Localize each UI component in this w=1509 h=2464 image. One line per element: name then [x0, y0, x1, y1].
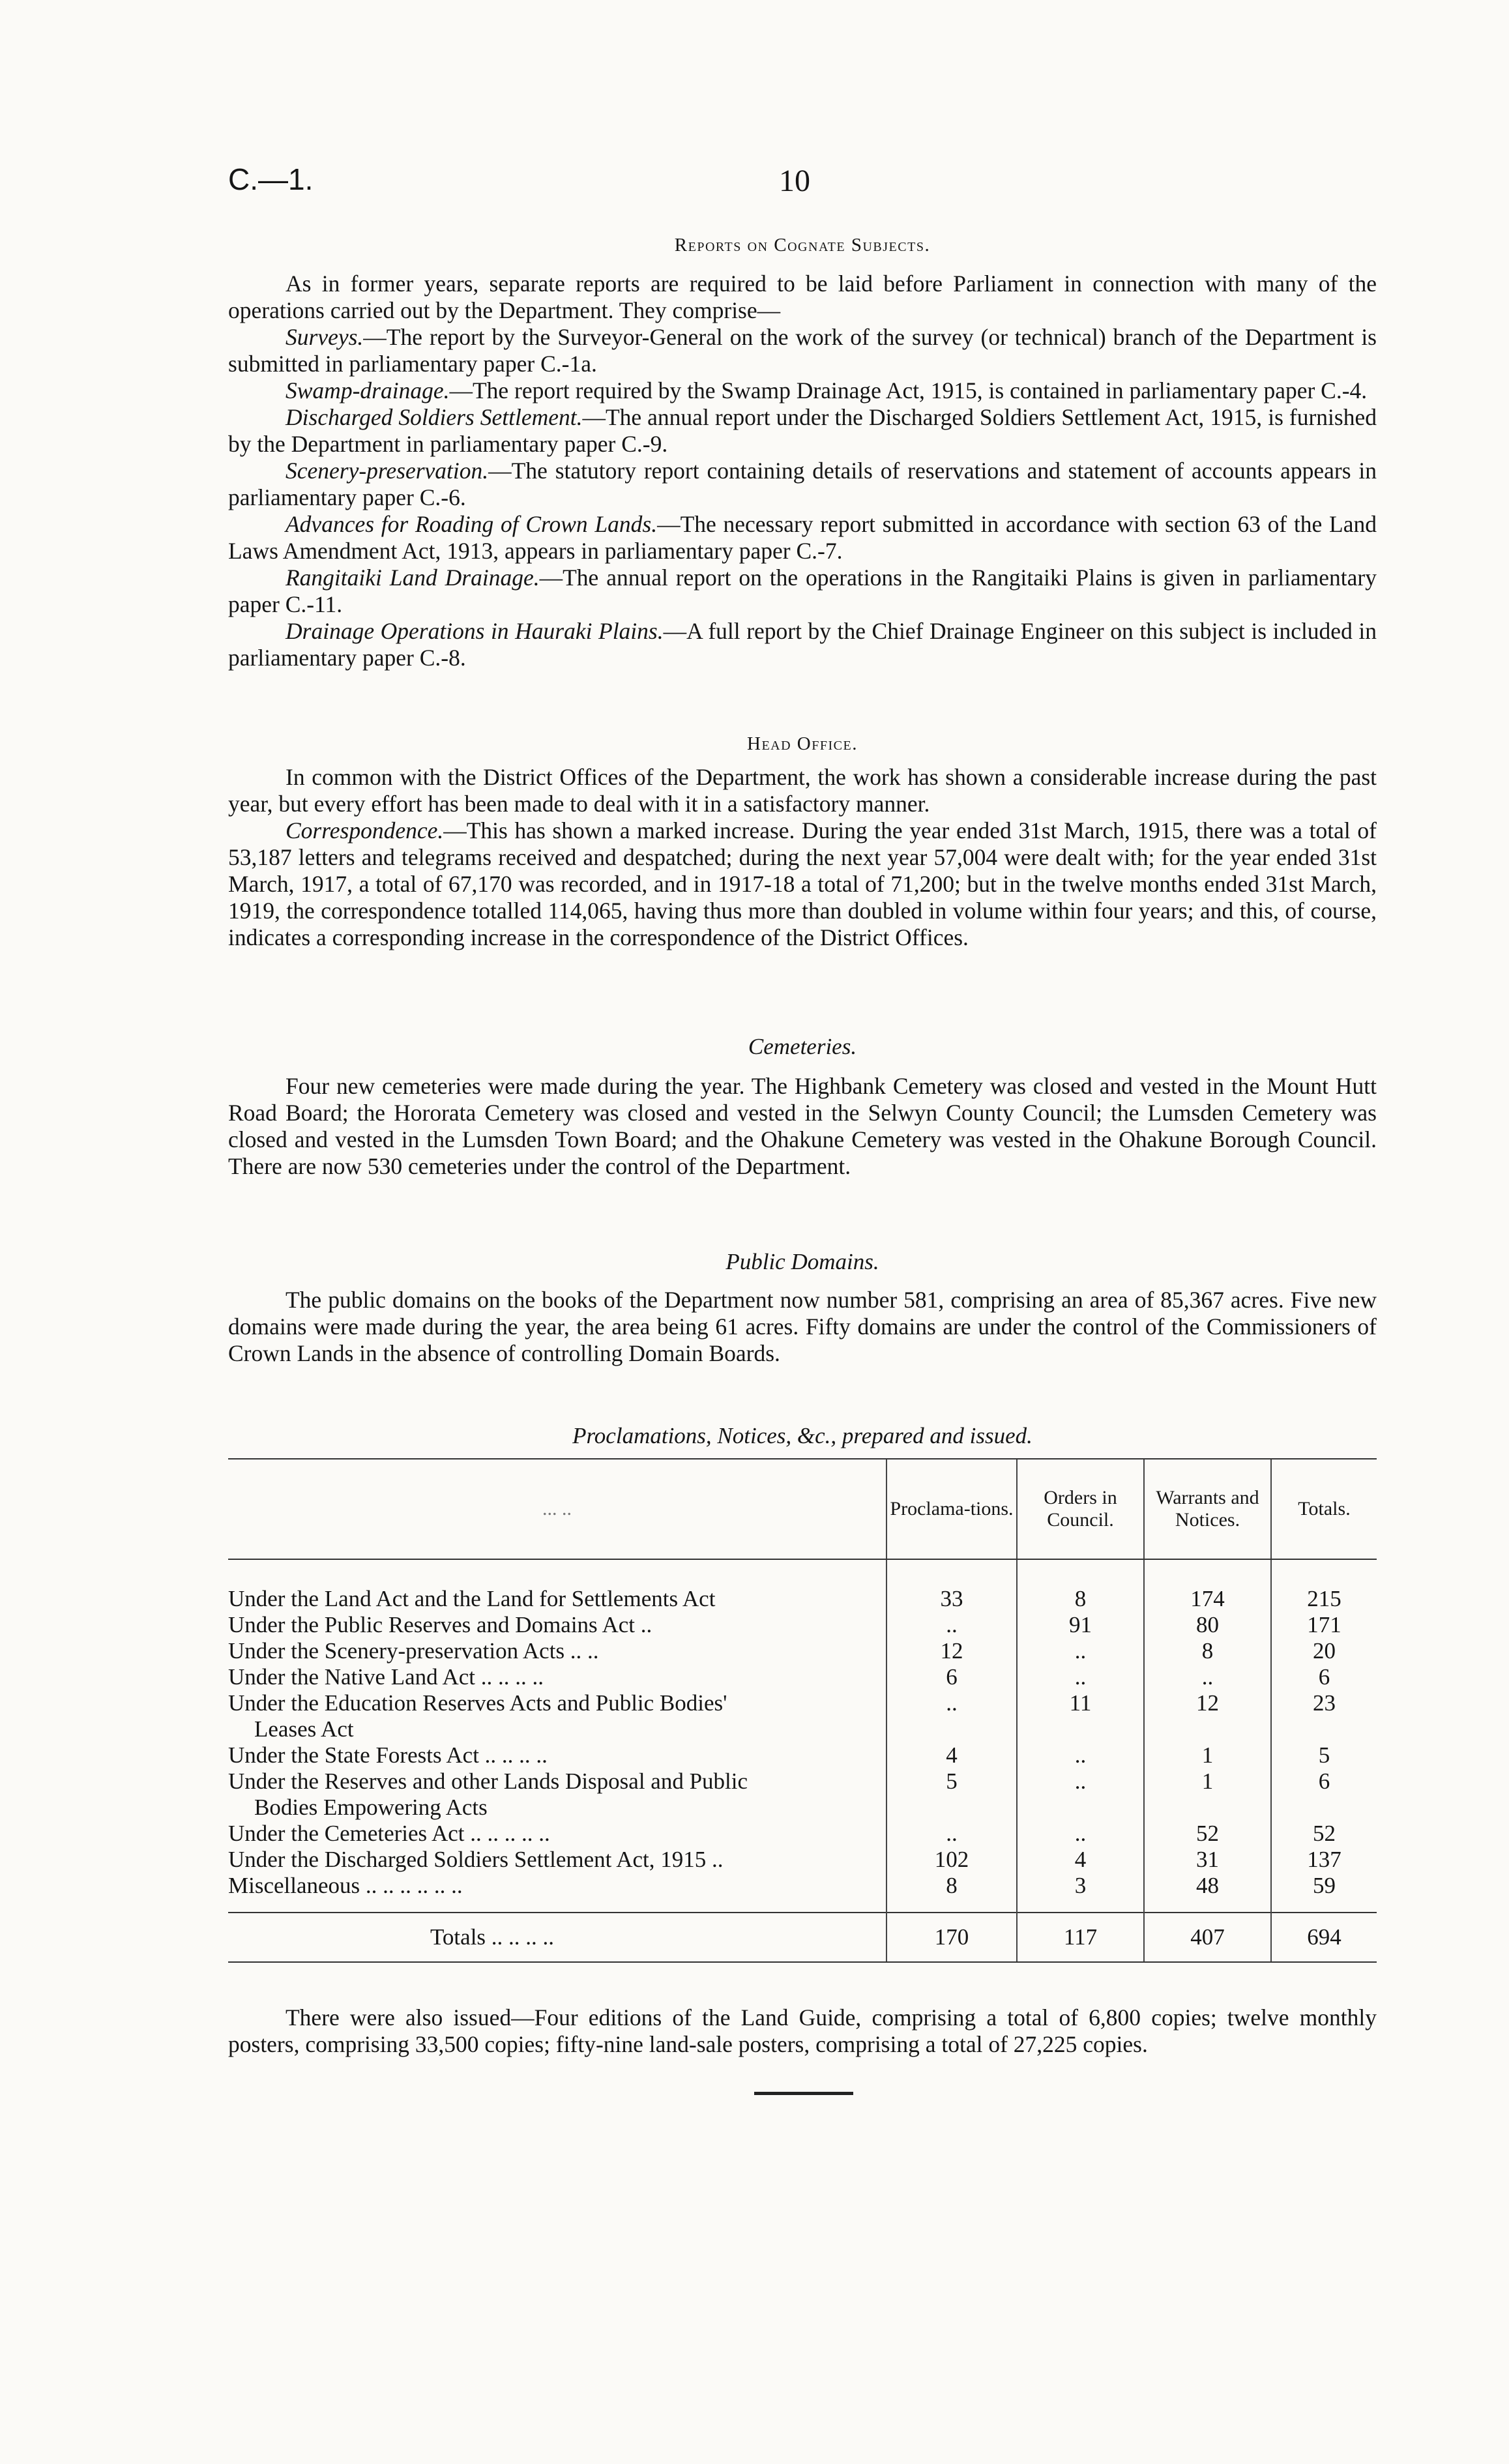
cell-proclamations: 8 — [886, 1873, 1017, 1913]
cell-proclamations: 33 — [886, 1586, 1017, 1612]
closing-text: There were also issued—Four editions of the Land Guide, comprising a total of 6,800 copies; twelve monthly posters, comprising 33,500 copies; fifty-nine land-sale posters, comprising a total of 27,225 copies. — [228, 2004, 1377, 2057]
item-rangitaiki — [228, 565, 1377, 618]
section-cemeteries — [228, 1033, 1377, 1180]
total-totals: 694 — [1271, 1913, 1377, 1962]
cell-totals: 20 — [1271, 1638, 1377, 1664]
table-row — [228, 1821, 1377, 1847]
end-rule — [754, 2092, 853, 2095]
item-discharged-soldiers — [228, 404, 1377, 458]
item-text: —The report by the Surveyor-General on the work of the survey (or technical) branch of the Department is submitted in parliamentary paper C.-1a. — [228, 324, 1377, 377]
cell-proclamations: 12 — [886, 1638, 1017, 1664]
heading-cemeteries: Cemeteries. — [748, 1034, 857, 1059]
row-label: Miscellaneous .. .. .. .. .. .. — [228, 1873, 463, 1898]
cell-warrants: 1 — [1144, 1742, 1271, 1768]
cell-proclamations: 102 — [886, 1847, 1017, 1873]
row-label: Under the Native Land Act .. .. .. .. — [228, 1664, 544, 1690]
cell-proclamations: 4 — [886, 1742, 1017, 1768]
cell-totals: 59 — [1271, 1873, 1377, 1913]
table-spacer — [228, 1559, 1377, 1586]
row-label: Under the Public Reserves and Domains Act .. — [228, 1612, 652, 1637]
table-row — [228, 1847, 1377, 1873]
cell-warrants: 31 — [1144, 1847, 1271, 1873]
cell-orders: .. — [1017, 1638, 1144, 1664]
table-row — [228, 1690, 1377, 1742]
cell-orders: .. — [1017, 1768, 1144, 1821]
cell-totals: 5 — [1271, 1742, 1377, 1768]
item-title: Advances for Roading of Crown Lands. — [286, 511, 658, 537]
cell-totals: 6 — [1271, 1664, 1377, 1690]
item-title: Discharged Soldiers Settlement. — [286, 404, 583, 430]
cell-orders: .. — [1017, 1821, 1144, 1847]
cell-totals: 52 — [1271, 1821, 1377, 1847]
section-head-office — [228, 731, 1377, 951]
proclamations-table — [228, 1458, 1377, 1963]
public-domains-text: The public domains on the books of the Department now number 581, comprising an area of 85,367 acres. Five new domains were made during the year, the area being 61 acres. Fifty domains are under the control of the Commissioners of Crown Lands in the absence of controlling Domain Boards. — [228, 1287, 1377, 1366]
cell-orders: 8 — [1017, 1586, 1144, 1612]
header-orders: Orders in Council. — [1017, 1459, 1144, 1559]
table-row — [228, 1664, 1377, 1690]
cell-proclamations: 6 — [886, 1664, 1017, 1690]
cell-warrants: .. — [1144, 1664, 1271, 1690]
row-label: Under the Land Act and the Land for Settlements Act — [228, 1586, 716, 1611]
cell-orders: 91 — [1017, 1612, 1144, 1638]
cell-totals: 23 — [1271, 1690, 1377, 1742]
table-total-row — [228, 1913, 1377, 1962]
table-header-row — [228, 1459, 1377, 1559]
cell-totals: 171 — [1271, 1612, 1377, 1638]
item-hauraki — [228, 618, 1377, 671]
item-text: —A full report by the Chief Drainage Engineer on this subject is included in parliamentary paper C.-8. — [228, 618, 1377, 671]
row-label: Under the Discharged Soldiers Settlement Act, 1915 .. — [228, 1847, 724, 1872]
table-caption: Proclamations, Notices, &c., prepared and issued. — [572, 1423, 1033, 1448]
correspondence-title: Correspondence. — [286, 817, 444, 843]
item-advances-roading — [228, 511, 1377, 565]
item-text: —The annual report on the operations in the Rangitaiki Plains is given in parliamentary paper C.-11. — [228, 565, 1377, 617]
row-label: Under the Cemeteries Act .. .. .. .. .. — [228, 1821, 550, 1846]
item-text: —The necessary report submitted in accordance with section 63 of the Land Laws Amendment Act, 1913, appears in parliamentary paper C.-7. — [228, 511, 1377, 564]
item-scenery-preservation — [228, 458, 1377, 511]
table-caption-block — [228, 1422, 1377, 1449]
cell-orders: 4 — [1017, 1847, 1144, 1873]
row-label-continued: Leases Act — [254, 1716, 354, 1742]
table-row — [228, 1742, 1377, 1768]
paper-code: C.—1. — [228, 162, 314, 196]
item-surveys — [228, 324, 1377, 377]
page-number: 10 — [779, 164, 810, 198]
head-office-intro: In common with the District Offices of the Department, the work has shown a considerable increase during the past year, but every effort has been made to deal with it in a satisfactory manner. — [228, 764, 1377, 817]
total-warrants: 407 — [1144, 1913, 1271, 1962]
cell-orders: .. — [1017, 1664, 1144, 1690]
row-label: Under the Scenery-preservation Acts .. .. — [228, 1638, 599, 1664]
row-label-continued: Bodies Empowering Acts — [254, 1795, 488, 1820]
cell-proclamations: .. — [886, 1690, 1017, 1742]
table-row — [228, 1638, 1377, 1664]
cell-proclamations: 5 — [886, 1768, 1017, 1821]
cell-warrants: 80 — [1144, 1612, 1271, 1638]
item-title: Surveys. — [286, 324, 364, 350]
cell-warrants: 48 — [1144, 1873, 1271, 1913]
total-orders: 117 — [1017, 1913, 1144, 1962]
cell-totals: 6 — [1271, 1768, 1377, 1821]
item-title: Scenery-preservation. — [286, 458, 489, 484]
header-proclamations: Proclama-tions. — [886, 1459, 1017, 1559]
cell-warrants: 174 — [1144, 1586, 1271, 1612]
cell-proclamations: .. — [886, 1612, 1017, 1638]
item-title: Drainage Operations in Hauraki Plains. — [286, 618, 664, 644]
row-label: Under the Education Reserves Acts and Public Bodies' — [228, 1690, 727, 1716]
header-warrants: Warrants and Notices. — [1144, 1459, 1271, 1559]
correspondence-paragraph — [228, 817, 1377, 951]
table-row — [228, 1612, 1377, 1638]
table-row — [228, 1768, 1377, 1821]
item-text: —The statutory report containing details of reservations and statement of accounts appears in parliamentary paper C.-6. — [228, 458, 1377, 510]
cell-warrants: 52 — [1144, 1821, 1271, 1847]
cell-orders: 11 — [1017, 1690, 1144, 1742]
cell-orders: 3 — [1017, 1873, 1144, 1913]
heading-public-domains: Public Domains. — [725, 1249, 879, 1274]
item-text: —The annual report under the Discharged Soldiers Settlement Act, 1915, is furnished by the Department in parliamentary paper C.-9. — [228, 404, 1377, 457]
cell-totals: 137 — [1271, 1847, 1377, 1873]
item-swamp-drainage — [228, 377, 1377, 404]
section-cognate-subjects — [228, 232, 1377, 671]
item-title: Swamp-drainage. — [286, 377, 450, 403]
cemeteries-text: Four new cemeteries were made during the year. The Highbank Cemetery was closed and vested in the Mount Hutt Road Board; the Hororata Cemetery was closed and vested in the Selwyn County Council; the Lumsden Cemetery was closed and vested in the Lumsden Town Board; and the Ohakune Cemetery was vested in the Ohakune Borough Council. There are now 530 cemeteries under the control of the Department. — [228, 1073, 1377, 1179]
cell-warrants: 8 — [1144, 1638, 1271, 1664]
cell-totals: 215 — [1271, 1586, 1377, 1612]
cell-warrants: 1 — [1144, 1768, 1271, 1821]
header-label: ... .. — [228, 1459, 886, 1559]
total-proclamations: 170 — [886, 1913, 1017, 1962]
total-label: Totals .. .. .. .. — [430, 1924, 555, 1950]
cell-proclamations: .. — [886, 1821, 1017, 1847]
heading-head-office: Head Office. — [747, 733, 858, 754]
cell-warrants: 12 — [1144, 1690, 1271, 1742]
table-row — [228, 1586, 1377, 1612]
section-closing — [228, 2004, 1377, 2058]
item-text: —The report required by the Swamp Drainage Act, 1915, is contained in parliamentary paper C.-4. — [449, 377, 1368, 403]
cell-orders: .. — [1017, 1742, 1144, 1768]
cognate-intro: As in former years, separate reports are required to be laid before Parliament in connection with many of the operations carried out by the Department. They comprise— — [228, 271, 1377, 323]
item-title: Rangitaiki Land Drainage. — [286, 565, 540, 591]
header-totals: Totals. — [1271, 1459, 1377, 1559]
table-row — [228, 1873, 1377, 1913]
row-label: Under the State Forests Act .. .. .. .. — [228, 1742, 548, 1768]
correspondence-text: —This has shown a marked increase. During the year ended 31st March, 1915, there was a total of 53,187 letters and telegrams received and despatched; during the next year 57,004 were dealt with; for the year ended 31st March, 1917, a total of 67,170 was recorded, and in 1917-18 a total of 71,200; but in the twelve months ended 31st March, 1919, the correspondence totalled 114,065, having thus more than doubled in volume within four years; and this, of course, indicates a corresponding increase in the correspondence of the District Offices. — [228, 817, 1377, 950]
section-public-domains — [228, 1248, 1377, 1367]
heading-cognate-subjects: Reports on Cognate Subjects. — [674, 235, 931, 256]
row-label: Under the Reserves and other Lands Disposal and Public — [228, 1768, 748, 1794]
